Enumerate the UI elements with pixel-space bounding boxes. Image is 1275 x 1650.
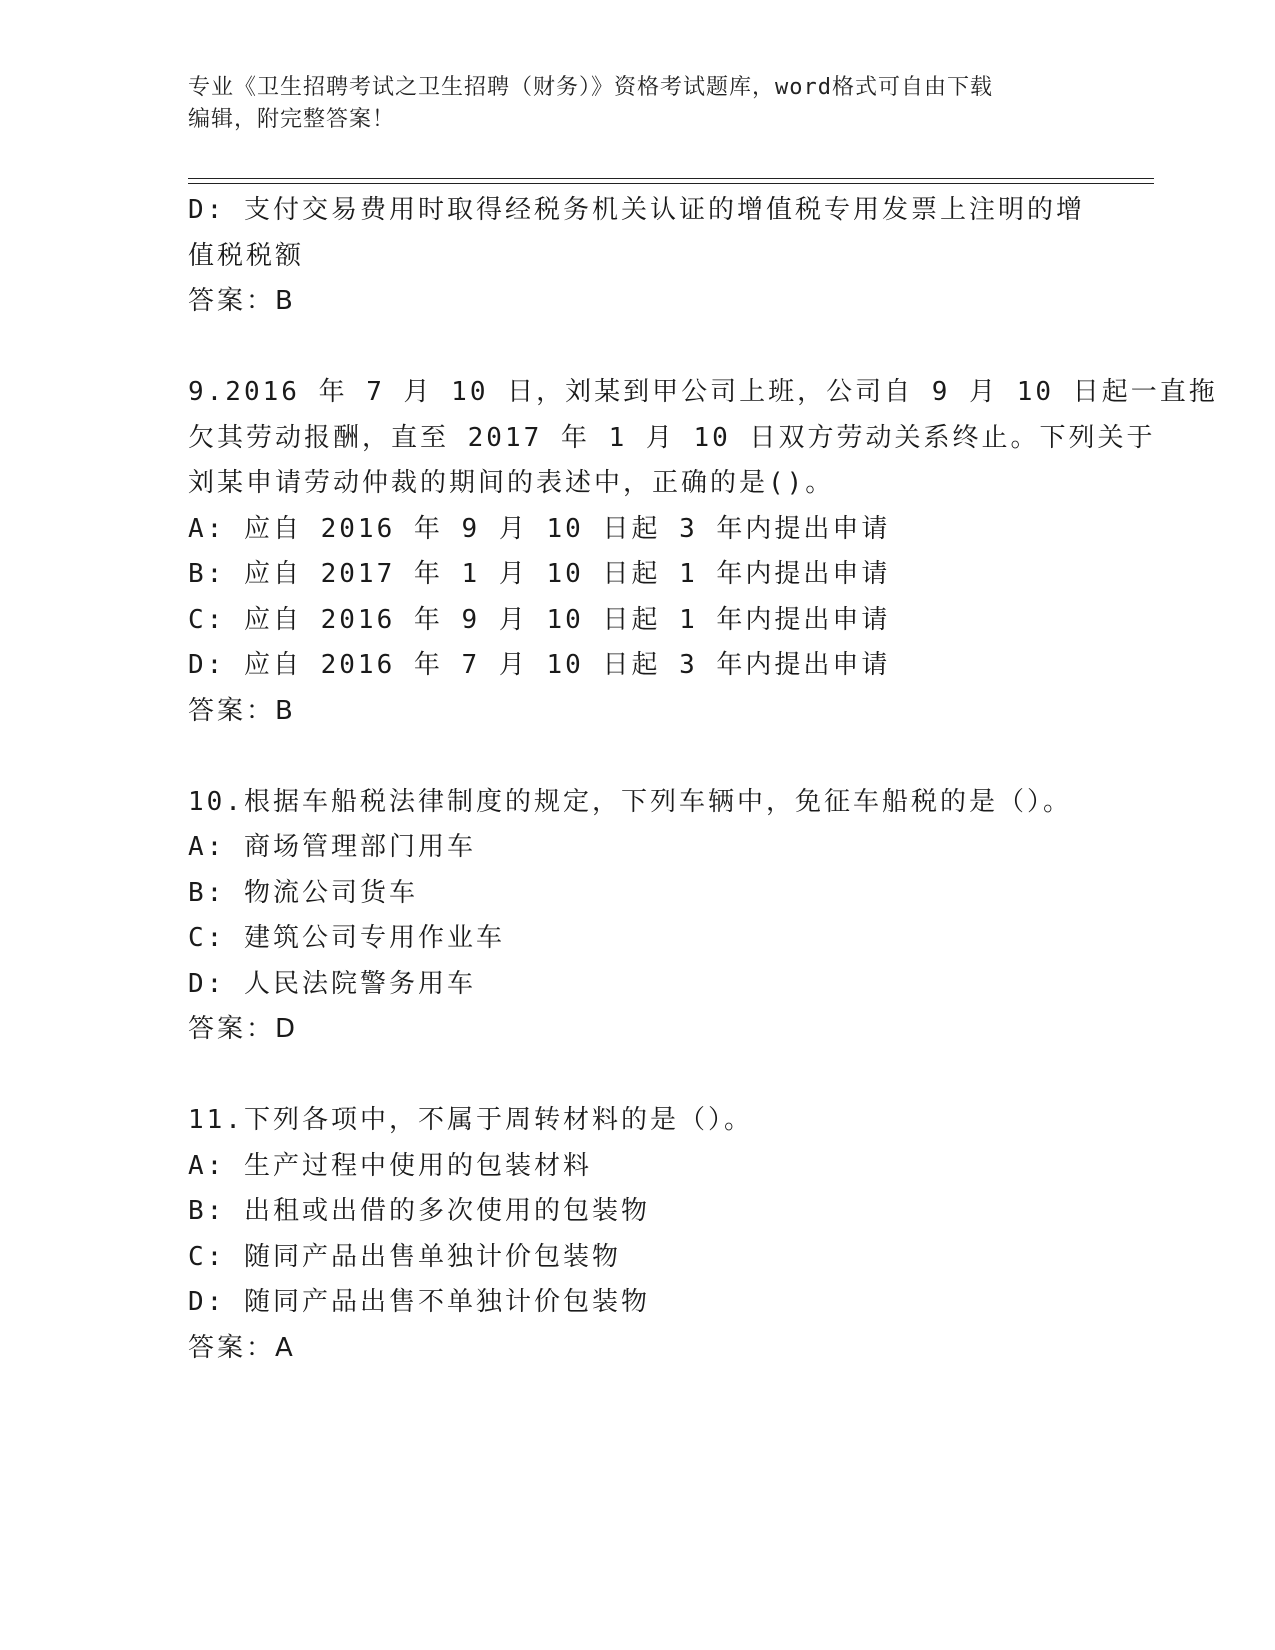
option-a: A: 应自 2016 年 9 月 10 日起 3 年内提出申请 [188,513,891,544]
answer-line: 答案：A [188,1332,296,1363]
option-d-line-1: D: 支付交易费用时取得经税务机关认证的增值税专用发票上注明的增 [188,195,1085,225]
header-line-2: 编辑，附完整答案！ [188,107,396,132]
question-11 [188,1098,1088,1371]
question-list [188,188,1218,1371]
option-b: B: 出租或出借的多次使用的包装物 [188,1196,650,1226]
question-stem-line: 刘某申请劳动仲裁的期间的表述中，正确的是()。 [188,468,835,498]
question-stem-line: 9.2016 年 7 月 10 日，刘某到甲公司上班，公司自 9 月 10 日起一直拖 [188,377,1218,407]
option-d: D: 随同产品出售不单独计价包装物 [188,1287,650,1317]
spacer [188,325,1088,371]
header-divider-top [188,178,1154,179]
header-divider-bottom [188,183,1154,184]
answer-line: 答案：B [188,695,296,726]
question-10 [188,780,1088,1053]
question-stem-line: 欠其劳动报酬，直至 2017 年 1 月 10 日双方劳动关系终止。下列关于 [188,422,1156,453]
option-d: D: 应自 2016 年 7 月 10 日起 3 年内提出申请 [188,650,891,680]
spacer [188,1053,1088,1099]
option-d: D: 人民法院警务用车 [188,968,476,999]
option-b: B: 物流公司货车 [188,877,418,908]
header-line-1: 专业《卫生招聘考试之卫生招聘（财务）》资格考试题库，word格式可自由下载 [188,75,993,100]
answer-line: 答案：D [188,1014,299,1044]
answer-line: 答案：B [188,286,296,316]
question-stem-line: 10.根据车船税法律制度的规定，下列车辆中，免征车船税的是（）。 [188,786,1072,817]
option-b: B: 应自 2017 年 1 月 10 日起 1 年内提出申请 [188,559,891,589]
option-c: C: 建筑公司专用作业车 [188,923,505,953]
spacer [188,734,1088,780]
option-a: A: 商场管理部门用车 [188,832,476,862]
question-continued [188,188,1088,325]
option-a: A: 生产过程中使用的包装材料 [188,1150,592,1181]
question-stem-line: 11.下列各项中，不属于周转材料的是（）。 [188,1105,753,1135]
document-header [188,72,1088,136]
question-9 [188,370,1218,734]
option-d-line-2: 值税税额 [188,240,305,271]
option-c: C: 随同产品出售单独计价包装物 [188,1241,621,1272]
option-c: C: 应自 2016 年 9 月 10 日起 1 年内提出申请 [188,604,891,635]
